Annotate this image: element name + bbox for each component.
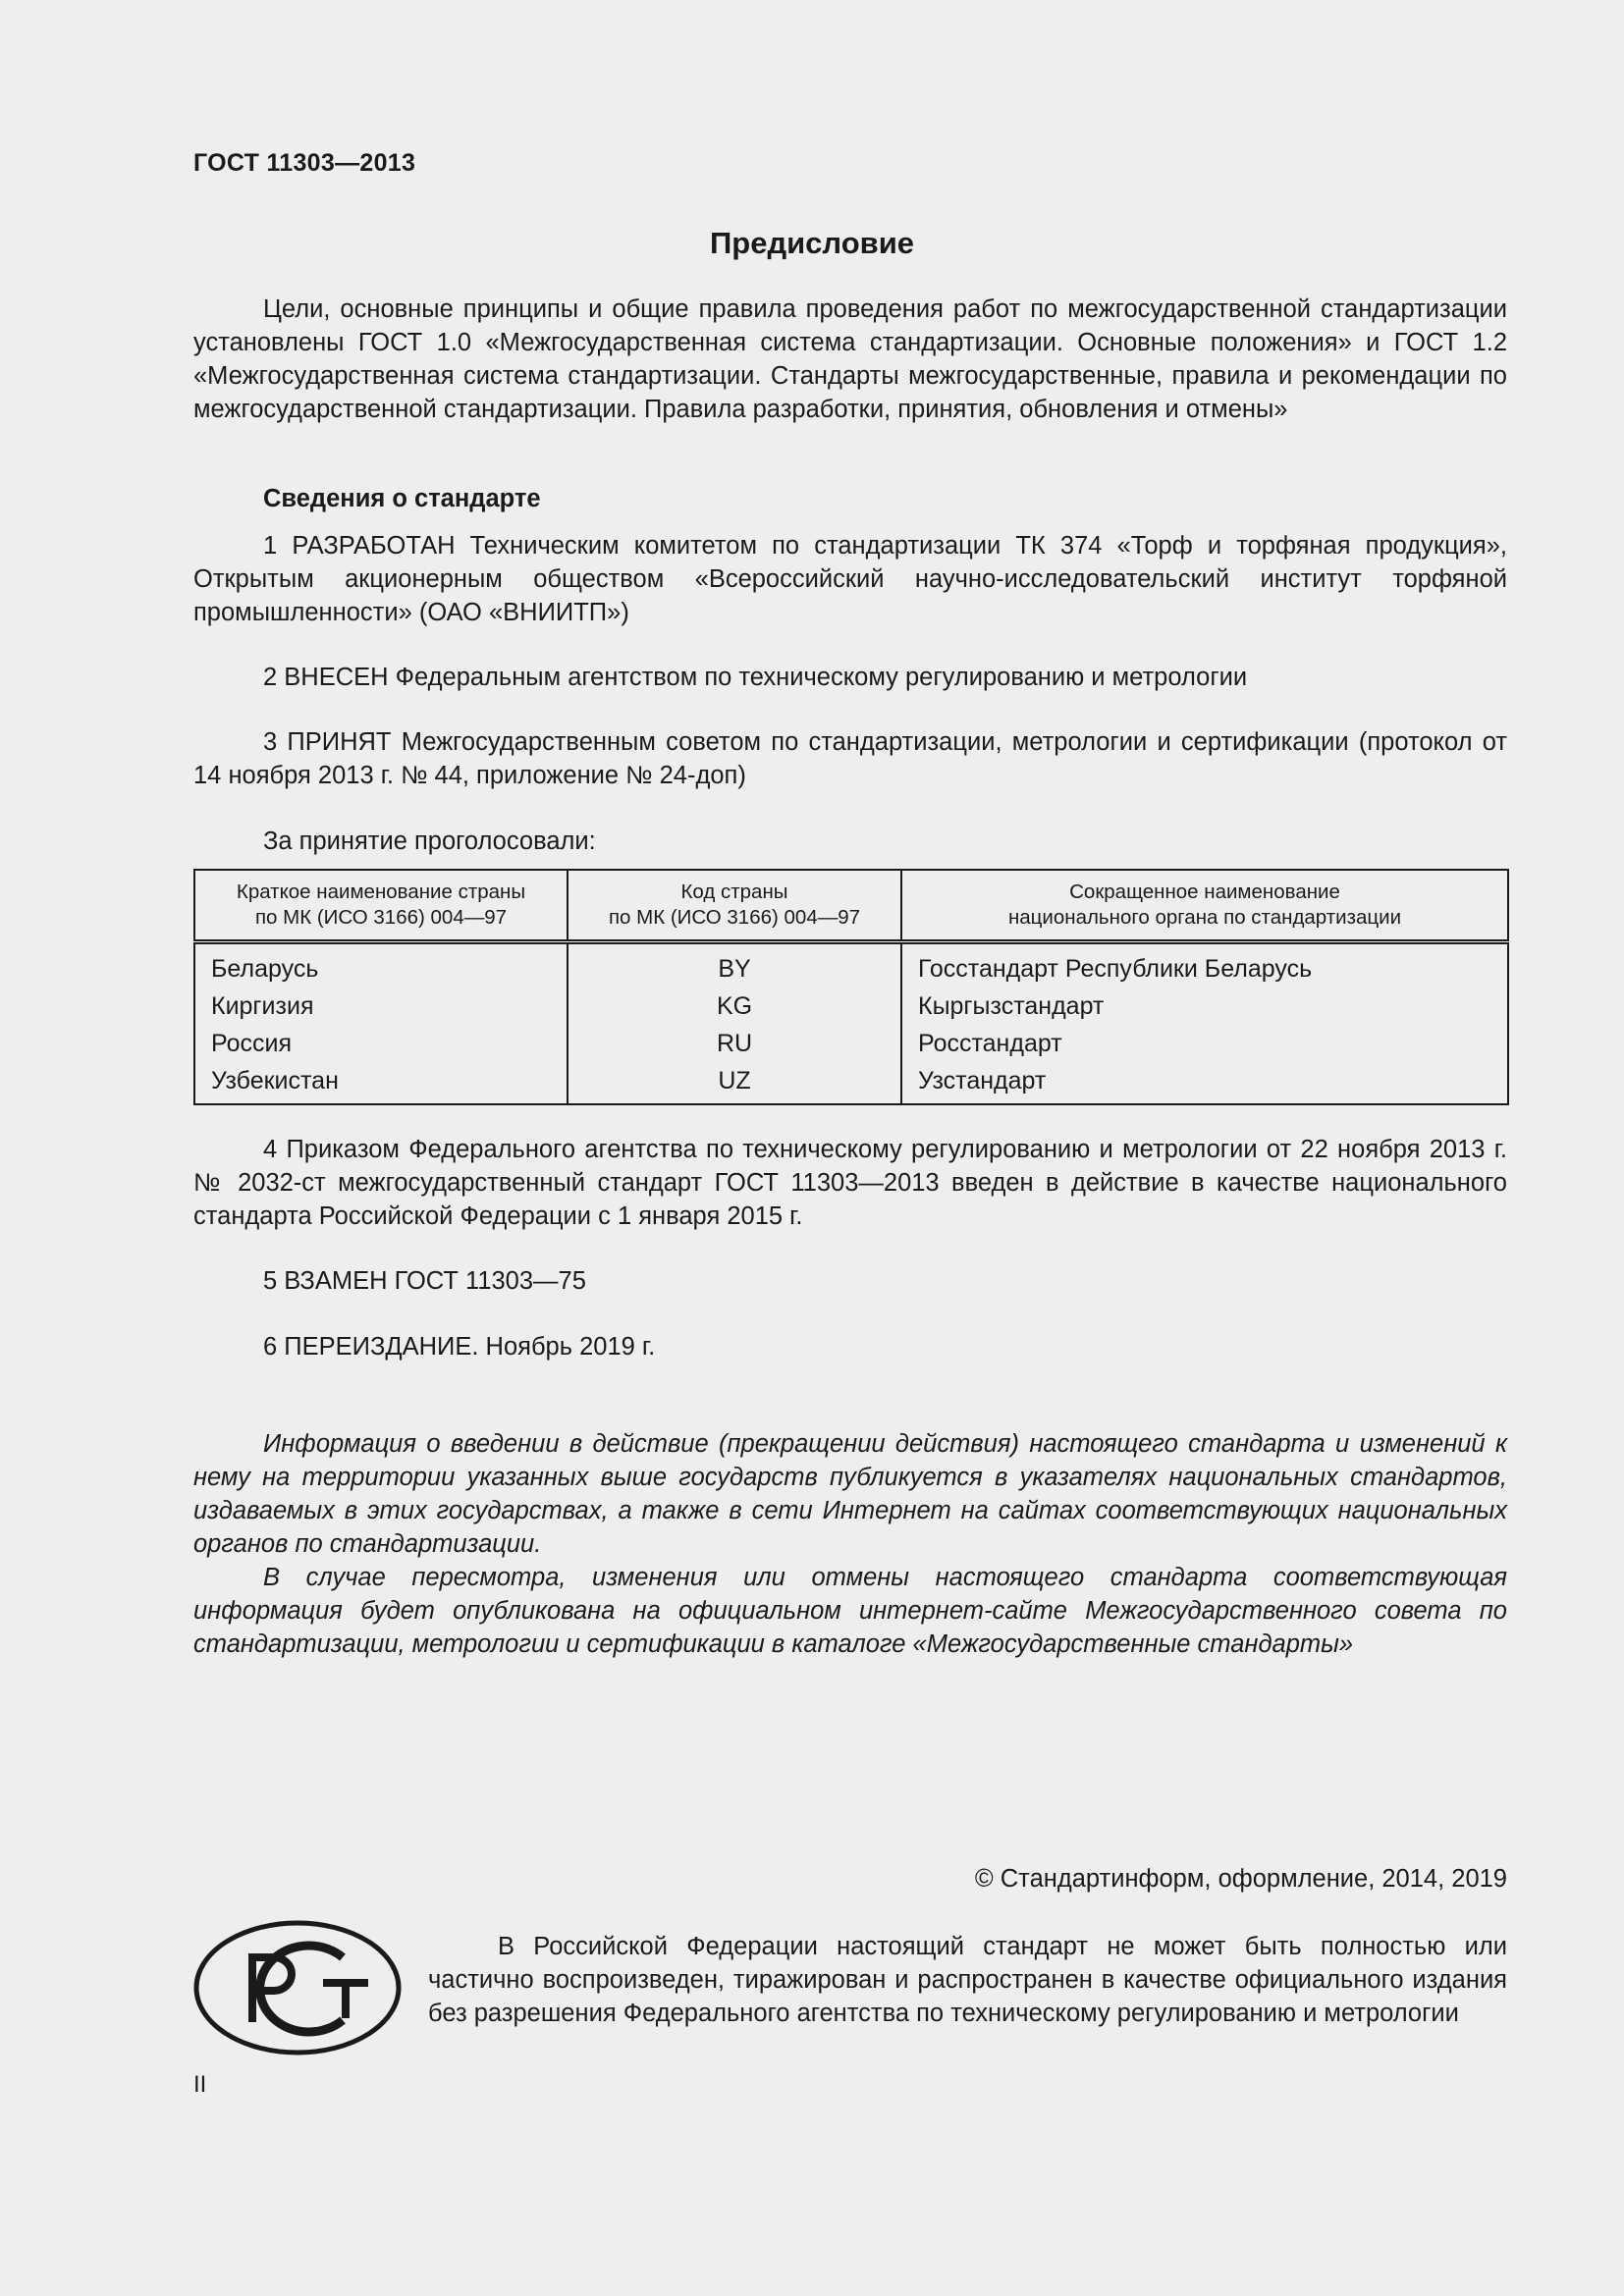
info-item-2: 2 ВНЕСЕН Федеральным агентством по техническому регулированию и метрологии: [263, 664, 1248, 691]
header-country-name: Краткое наименование страны по МК (ИСО 3166) 004—97: [194, 870, 568, 942]
info-item-5-block: [193, 1264, 1507, 1298]
national-body-cell: Узстандарт: [901, 1062, 1508, 1104]
rights-paragraph: В Российской Федерации настоящий стандарт не может быть полностью или частично воспроизведен, тиражирован и распространен в качестве официального издания без разрешения Федерального агентства по техническому регулированию и метрологии: [428, 1933, 1507, 2027]
country-name-cell: Беларусь: [194, 942, 568, 988]
table-row: [194, 1025, 1508, 1062]
info-item-1-block: [193, 529, 1507, 629]
info-item-5: 5 ВЗАМЕН ГОСТ 11303—75: [263, 1267, 586, 1295]
info-item-6: 6 ПЕРЕИЗДАНИЕ. Ноябрь 2019 г.: [263, 1333, 656, 1361]
info-item-2-block: [193, 661, 1507, 694]
info-item-4: 4 Приказом Федерального агентства по техническому регулированию и метрологии от 22 ноября 2013 г. № 2032-ст межгосударственный стандарт ГОСТ 11303—2013 введен в действие в качестве национального стандарта Российской Федерации с 1 января 2015 г.: [193, 1136, 1507, 1230]
country-code-cell: BY: [568, 942, 901, 988]
header-country-code: Код страны по МК (ИСО 3166) 004—97: [568, 870, 901, 942]
country-name-cell: Киргизия: [194, 988, 568, 1025]
voted-label-block: [193, 825, 1507, 858]
page-title: Предисловие: [709, 226, 914, 260]
standard-info-heading: Сведения о стандарте: [263, 485, 541, 512]
copyright-line: © Стандартинформ, оформление, 2014, 2019: [974, 1865, 1507, 1893]
voting-table: [193, 869, 1509, 1105]
rights-notice: [428, 1930, 1507, 2030]
table-row: [194, 1062, 1508, 1104]
standard-code-header: ГОСТ 11303—2013: [193, 149, 416, 177]
table-row: [194, 988, 1508, 1025]
national-body-cell: Кыргызстандарт: [901, 988, 1508, 1025]
info-item-3-block: [193, 725, 1507, 792]
country-code-cell: RU: [568, 1025, 901, 1062]
notice-paragraph-2: В случае пересмотра, изменения или отмены настоящего стандарта соответствующая информация будет опубликована на официальном интернет-сайте Межгосударственного совета по стандартизации, метрологии и сертификации в каталоге «Межгосударственные стандарты»: [193, 1564, 1507, 1658]
info-item-3: 3 ПРИНЯТ Межгосударственным советом по стандартизации, метрологии и сертификации (протокол от 14 ноября 2013 г. № 44, приложение № 24-доп): [193, 728, 1507, 789]
info-item-4-block: [193, 1133, 1507, 1233]
pct-certification-mark-icon: [193, 1920, 402, 2056]
notice-paragraph-1: Информация о введении в действие (прекращении действия) настоящего стандарта и изменений к нему на территории указанных выше государств публикуется в указателях национальных стандартов, издаваемых в этих государствах, а также в сети Интернет на сайтах соответствующих национальных органов по стандартизации.: [193, 1430, 1507, 1558]
standard-info-heading-block: [193, 482, 1507, 515]
national-body-cell: Росстандарт: [901, 1025, 1508, 1062]
intro-paragraph: Цели, основные принципы и общие правила проведения работ по межгосударственной стандартизации установлены ГОСТ 1.0 «Межгосударственная система стандартизации. Основные положения» и ГОСТ 1.2 «Межгосударственная система стандартизации. Стандарты межгосударственные, правила и рекомендации по межгосударственной стандартизации. Правила разработки, принятия, обновления и отмены»: [193, 295, 1507, 423]
table-header-row: [194, 870, 1508, 942]
voted-label: За принятие проголосовали:: [263, 828, 596, 855]
country-name-cell: Узбекистан: [194, 1062, 568, 1104]
intro-block: [193, 293, 1507, 426]
table-row: [194, 942, 1508, 988]
country-code-cell: UZ: [568, 1062, 901, 1104]
notice-block: [193, 1427, 1507, 1661]
info-item-1: 1 РАЗРАБОТАН Техническим комитетом по стандартизации ТК 374 «Торф и торфяная продукция», Открытым акционерным обществом «Всероссийский научно-исследовательский институт торфяной промышленности» (ОАО «ВНИИТП»): [193, 532, 1507, 626]
header-national-body: Сокращенное наименование национального органа по стандартизации: [901, 870, 1508, 942]
info-item-6-block: [193, 1330, 1507, 1363]
country-code-cell: KG: [568, 988, 901, 1025]
country-name-cell: Россия: [194, 1025, 568, 1062]
page-number: II: [193, 2071, 207, 2098]
national-body-cell: Госстандарт Республики Беларусь: [901, 942, 1508, 988]
